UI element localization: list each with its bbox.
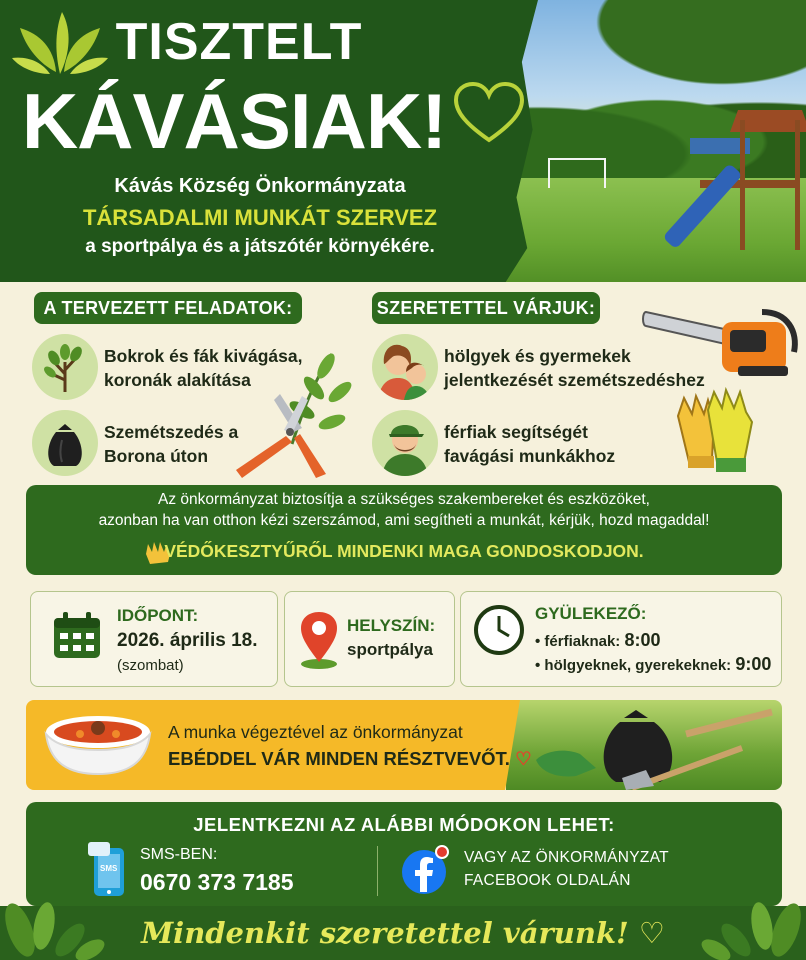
event-location-line: a sportpálya és a játszótér környékére. — [85, 236, 435, 257]
calendar-icon — [51, 610, 103, 662]
chainsaw-icon — [638, 292, 802, 392]
trash-bag-and-tools-icon — [536, 708, 776, 790]
footer-heart-icon: ♡ — [638, 916, 665, 950]
gathering-label: GYÜLEKEZŐ: — [535, 604, 647, 623]
clock-icon — [473, 604, 525, 656]
facebook-line-1: VAGY AZ ÖNKORMÁNYZAT — [464, 849, 669, 866]
invite-2-line-2: favágási munkákhoz — [444, 446, 616, 466]
invite-2-line-1: férfiak segítségét — [444, 422, 588, 442]
lunch-line-2-text: EBÉDDEL VÁR MINDEN RÉSZTVEVŐT. — [168, 748, 510, 769]
invite-1-line-1: hölgyek és gyermekek — [444, 346, 631, 366]
pruning-shears-icon — [222, 344, 358, 482]
soup-bowl-icon — [40, 710, 156, 780]
mother-child-icon — [372, 334, 438, 400]
date-value: 2026. április 18. — [117, 630, 258, 651]
lunch-line-2 — [168, 748, 532, 770]
gathering-women-time: 9:00 — [735, 654, 772, 674]
info-banner — [26, 485, 782, 575]
contact-box — [26, 802, 782, 906]
organizer-line: Kávás Község Önkormányzata — [114, 175, 406, 197]
soccer-goal — [548, 158, 606, 188]
invite-1-line-2: jelentkezését szemétszedéshez — [444, 370, 705, 390]
leaf-logo-icon — [10, 8, 110, 78]
task-1-line-2: koronák alakítása — [104, 370, 251, 390]
gloves-notice: VÉDŐKESZTYŰRŐL MINDENKI MAGA GONDOSKODJON. — [164, 541, 644, 561]
lunch-banner — [26, 700, 782, 790]
sms-label: SMS-BEN: — [140, 846, 218, 863]
lunch-line-1: A munka végeztével az önkormányzat — [168, 722, 463, 742]
man-worker-icon — [372, 410, 438, 476]
location-label: HELYSZÍN: — [347, 616, 436, 635]
info-line-2: azonban ha van otthon kézi szerszámod, ami segítheti a munkát, kérjük, hozd magaddal! — [98, 512, 710, 529]
gathering-men-time: 8:00 — [624, 630, 661, 650]
sms-phone-number[interactable]: 0670 373 7185 — [140, 869, 294, 895]
gathering-women-label: hölgyeknek, gyerekeknek: — [544, 657, 732, 674]
location-card — [284, 591, 455, 687]
gathering-card — [460, 591, 782, 687]
info-line-1: Az önkormányzat biztosítja a szükséges szakembereket és eszközöket, — [158, 491, 650, 508]
gathering-men: • férfiaknak: 8:00 — [535, 630, 661, 650]
tasks-header: A TERVEZETT FELADATOK: — [34, 292, 302, 324]
task-1-line-1: Bokrok és fák kivágása, — [104, 346, 303, 366]
sms-icon-text: SMS — [100, 864, 118, 873]
facebook-icon[interactable] — [400, 844, 452, 896]
trash-bag-icon — [32, 410, 98, 476]
right-foliage-decoration — [676, 870, 806, 960]
gathering-women: • hölgyeknek, gyerekeknek: 9:00 — [535, 654, 772, 674]
hero-title-line-1: TISZTELT — [115, 13, 363, 71]
heart-icon: ♡ — [515, 748, 532, 769]
contact-title: JELENTKEZNI AZ ALÁBBI MÓDOKON LEHET: — [193, 814, 615, 835]
tree-icon — [32, 334, 98, 400]
event-headline: TÁRSADALMI MUNKÁT SZERVEZ — [82, 205, 438, 230]
contact-divider — [377, 846, 378, 896]
invite-header: SZERETETTEL VÁRJUK: — [372, 292, 600, 324]
task-2-line-2: Borona úton — [104, 446, 209, 466]
hero-title-line-2: KÁVÁSIAK! — [21, 77, 447, 165]
playground-slide — [662, 163, 742, 249]
work-gloves-icon — [668, 386, 768, 478]
facebook-line-2[interactable]: FACEBOOK OLDALÁN — [464, 872, 631, 889]
location-value: sportpálya — [347, 640, 433, 659]
playground-structure — [640, 110, 806, 260]
left-foliage-decoration — [0, 870, 130, 960]
footer-greeting-text: Mindenkit szeretettel várunk! — [141, 916, 629, 950]
task-2-line-1: Szemétszedés a — [104, 422, 239, 442]
location-pin-icon — [299, 610, 339, 670]
date-label: IDŐPONT: — [117, 606, 199, 625]
date-card — [30, 591, 278, 687]
gathering-men-label: férfiaknak: — [544, 633, 621, 650]
date-weekday: (szombat) — [117, 657, 184, 674]
heart-outline-icon — [452, 80, 526, 146]
